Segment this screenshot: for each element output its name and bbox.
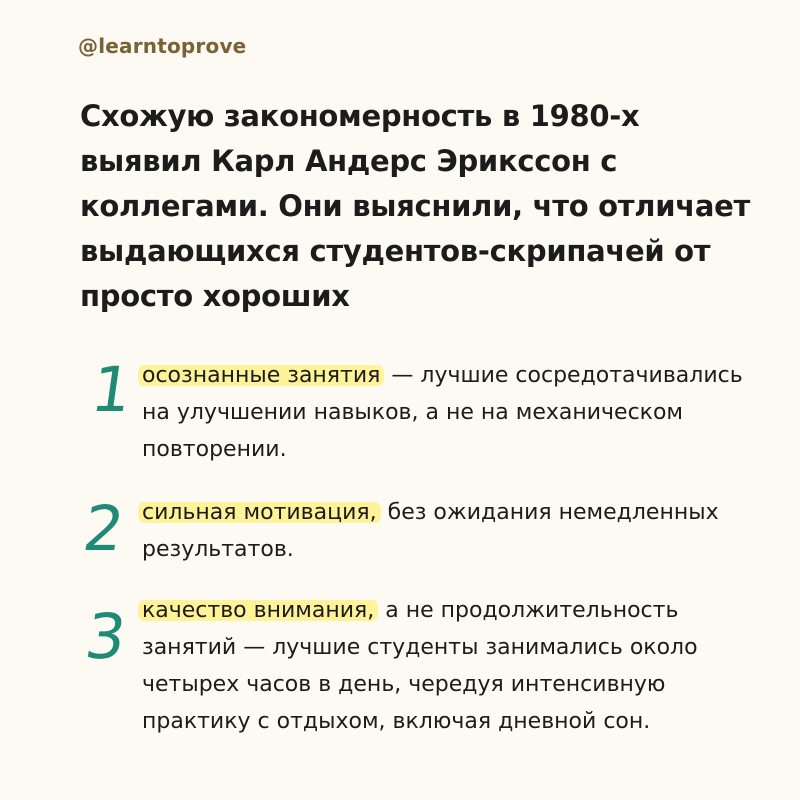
account-handle: @learntoprove <box>78 34 247 58</box>
headline: Схожую закономерность в 1980-х выявил Карл Андерс Эрикссон с коллегами. Они выяснили, что отличает выдающихся студентов-скрипачей от просто хороших <box>80 99 751 313</box>
point-number: 2 <box>78 492 129 565</box>
point-number: 1 <box>86 353 137 426</box>
point-text <box>142 592 762 740</box>
point-text <box>142 357 762 468</box>
point-number: 3 <box>80 600 131 673</box>
point-highlight: сильная мотивация, <box>138 500 381 525</box>
point-rest: без ожидания немедленных результатов. <box>142 500 719 562</box>
point-highlight: осознанные занятия <box>138 363 384 388</box>
point-text <box>142 494 762 568</box>
point-rest: — лучшие сосредотачивались на улучшении навыков, а не на механическом повторении. <box>142 363 743 462</box>
point-rest: а не продолжительность занятий — лучшие студенты занимались около четырех часов в день, чередуя интенсивную практику с отдыхом, включая дневной сон. <box>142 598 698 734</box>
point-highlight: качество внимания, <box>138 598 378 623</box>
